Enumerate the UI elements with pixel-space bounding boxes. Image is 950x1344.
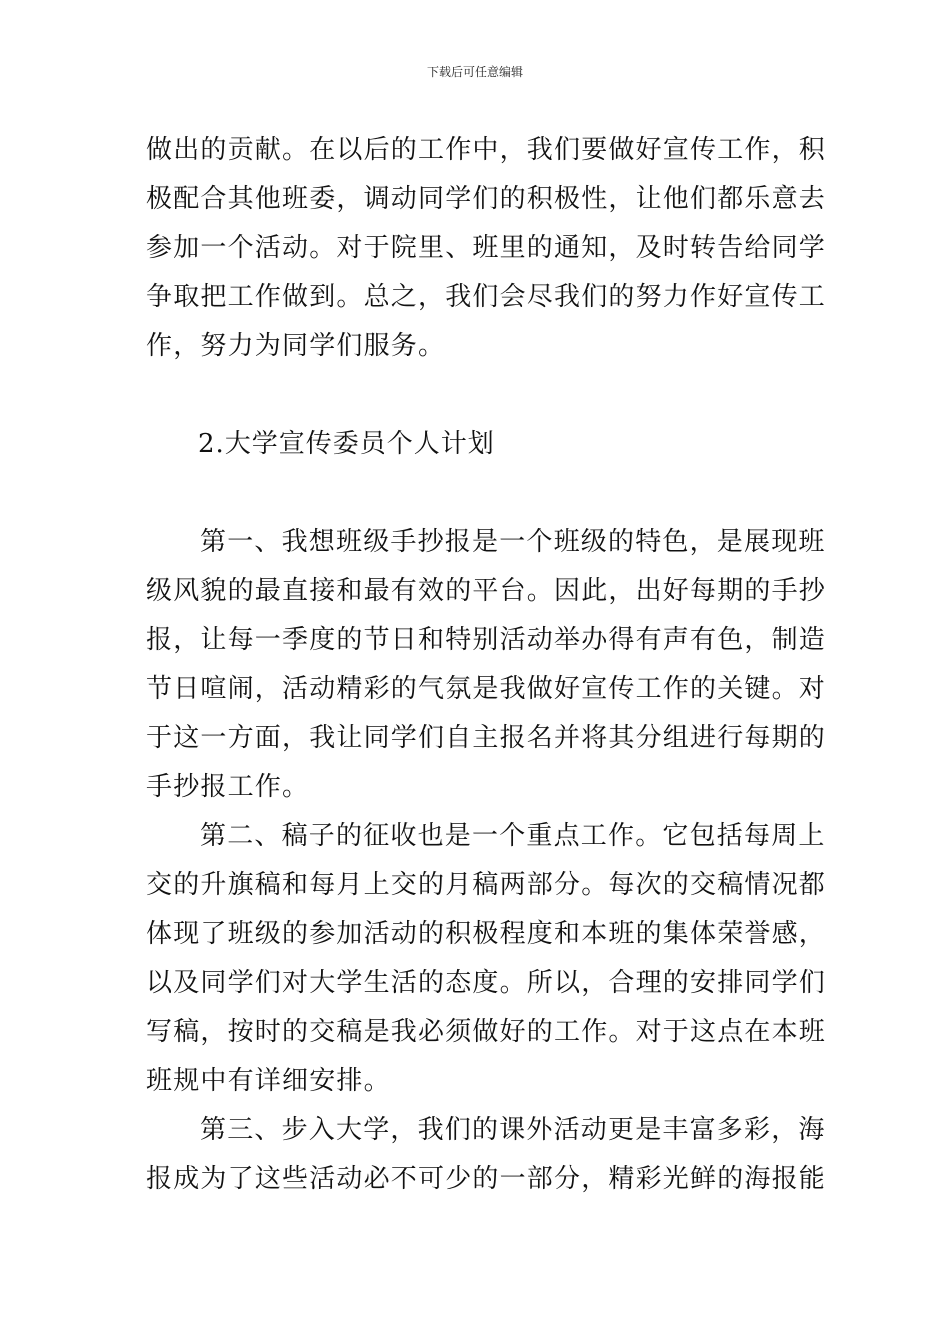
- text-line: 交的升旗稿和每月上交的月稿两部分。每次的交稿情况都: [146, 870, 827, 900]
- text-line: 报，让每一季度的节日和特别活动举办得有声有色，制造: [146, 625, 827, 655]
- text-line: 争取把工作做到。总之，我们会尽我们的努力作好宣传工: [146, 282, 827, 312]
- text-line: 节日喧闹，活动精彩的气氛是我做好宣传工作的关键。对: [146, 674, 827, 704]
- text-line: 体现了班级的参加活动的积极程度和本班的集体荣誉感，: [146, 919, 827, 949]
- text-line: 手抄报工作。: [146, 772, 310, 802]
- text-line: 第二、稿子的征收也是一个重点工作。它包括每周上: [200, 821, 826, 851]
- paragraph-first: [146, 518, 827, 812]
- text-line: 级风貌的最直接和最有效的平台。因此，出好每期的手抄: [146, 576, 827, 606]
- text-line: 第一、我想班级手抄报是一个班级的特色，是展现班: [200, 527, 826, 557]
- text-line: 写稿，按时的交稿是我必须做好的工作。对于这点在本班: [146, 1017, 827, 1047]
- section-title: 2.大学宣传委员个人计划: [198, 429, 495, 459]
- page-header: 下载后可任意编辑: [426, 65, 523, 79]
- paragraph-second: [146, 812, 827, 1106]
- text-line: 班规中有详细安排。: [146, 1066, 391, 1096]
- text-line: 做出的贡献。在以后的工作中，我们要做好宣传工作，积: [146, 135, 827, 165]
- text-line: 报成为了这些活动必不可少的一部分，精彩光鲜的海报能: [146, 1164, 827, 1194]
- text-line: 参加一个活动。对于院里、班里的通知，及时转告给同学: [146, 233, 827, 263]
- text-line: 作，努力为同学们服务。: [146, 331, 446, 361]
- text-line: 极配合其他班委，调动同学们的积极性，让他们都乐意去: [146, 184, 827, 214]
- text-line: 于这一方面，我让同学们自主报名并将其分组进行每期的: [146, 723, 827, 753]
- text-line: 第三、步入大学，我们的课外活动更是丰富多彩，海: [200, 1115, 826, 1145]
- intro-paragraph: [146, 126, 827, 371]
- text-line: 以及同学们对大学生活的态度。所以，合理的安排同学们: [146, 968, 827, 998]
- document-body: [146, 126, 827, 1204]
- paragraph-third: [146, 1106, 827, 1204]
